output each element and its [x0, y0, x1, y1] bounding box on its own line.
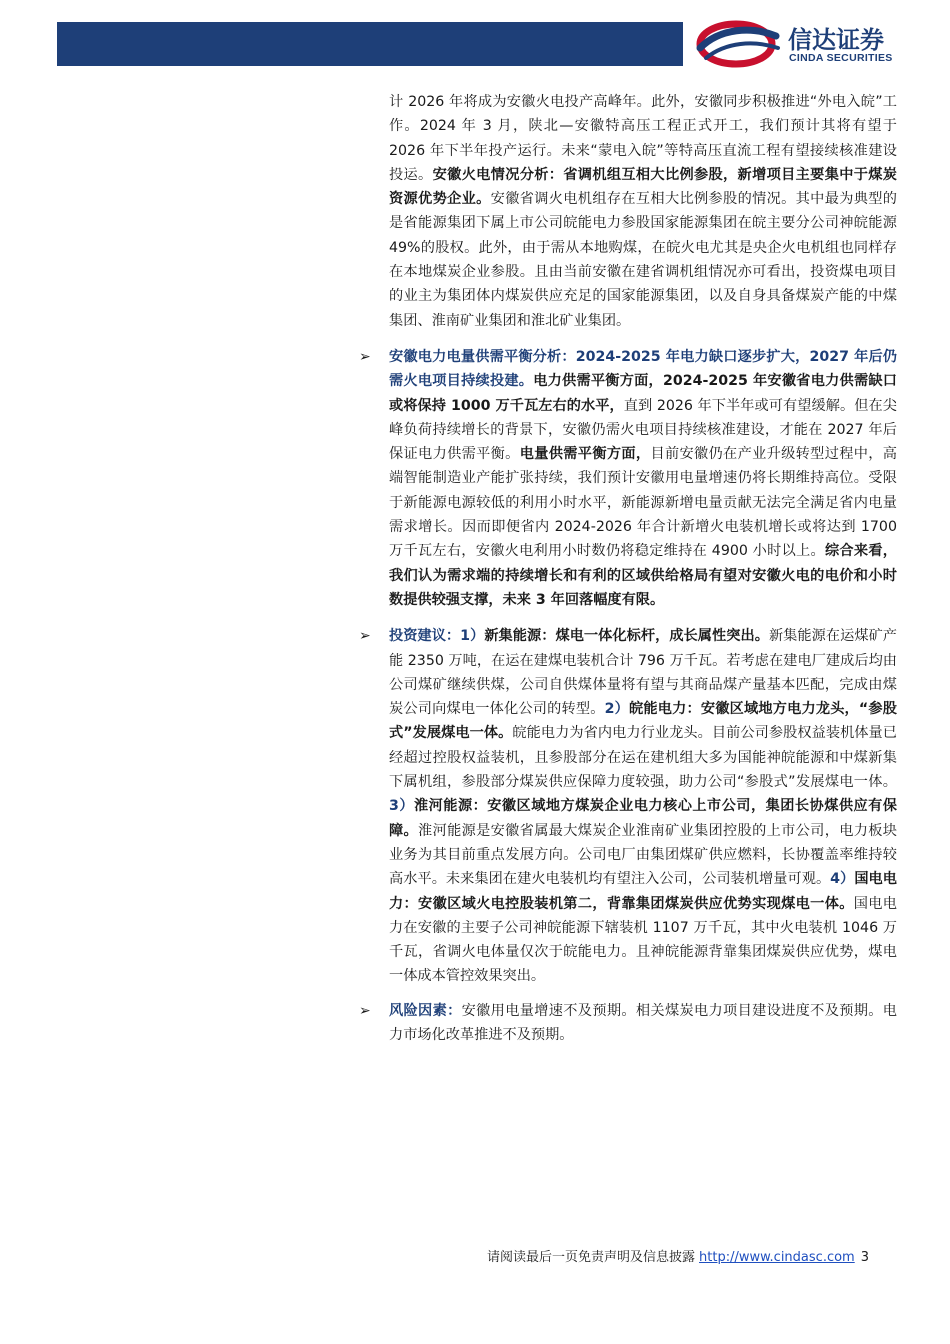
cinda-logo-mark-icon [696, 18, 786, 70]
page-footer [487, 1246, 869, 1265]
report-body [359, 90, 897, 1047]
text-run: 安徽用电量增速不及预期。相关煤炭电力项目建设进度不及预期。电力市场化改革推进不及预期。 [389, 1002, 897, 1043]
bold-run: 电量供需平衡方面， [519, 446, 651, 463]
bullet-arrow-icon: ➢ [359, 1002, 371, 1019]
bullet-arrow-icon: ➢ [359, 628, 371, 645]
disclaimer-text: 请阅读最后一页免责声明及信息披露 [487, 1250, 696, 1265]
paragraph-risk-factors [359, 999, 897, 1048]
text-run: 淮河能源是安徽省属最大煤炭企业淮南矿业集团控股的上市公司，电力板块业务为其目前重点发展方向。公司电厂由集团煤矿供应燃料，长协覆盖率维持较高水平。未来集团在建火电装机均有望注入公司，公司装机增量可观。 [389, 822, 897, 888]
website-link[interactable]: http://www.cindasc.com [699, 1250, 855, 1265]
bold-run: 淮河能源：安徽区域地方煤炭企业电力核心上市公司，集团长协煤供应有保障。 [389, 798, 897, 839]
paragraph-investment-advice [359, 624, 897, 988]
bold-run: 安徽火电情况分析：省调机组互相大比例参股，新增项目主要集中于煤炭资源优势企业。 [389, 166, 897, 208]
section-heading: 风险因素： [389, 1002, 462, 1019]
section-heading: 安徽电力电量供需平衡分析：2024-2025 年电力缺口逐步扩大，2027 年后仍需火电项目持续投建。 [389, 348, 897, 390]
logo-chinese-name: 信达证券 [788, 26, 884, 54]
bullet-arrow-icon: ➢ [359, 348, 371, 365]
header-banner [57, 22, 683, 66]
page-number: 3 [860, 1250, 869, 1265]
bold-run: 国电电力：安徽区域火电控股装机第二，背靠集团煤炭供应优势实现煤电一体。 [389, 871, 897, 912]
text-run: 皖能电力为省内电力行业龙头。目前公司参股权益装机体量已经超过控股权益装机，且参股部分在运在建机组大多为国能神皖能源和中煤新集下属机组，参股部分煤炭供应保障力度较强，助力公司“参股式”发展煤电一体。 [389, 725, 897, 791]
item-number: 3） [389, 798, 414, 815]
bold-run: 皖能电力：安徽区域地方电力龙头，“参股式”发展煤电一体。 [389, 701, 897, 742]
item-number: 2） [604, 701, 629, 718]
bold-run: 综合来看，我们认为需求端的持续增长和有利的区域供给格局有望对安徽火电的电价和小时数提供较强支撑，未来 3 年回落幅度有限。 [389, 543, 897, 608]
paragraph-anhui-thermal-power [389, 90, 897, 333]
bold-run: 电力供需平衡方面，2024-2025 年安徽省电力供需缺口或将保持 1000 万千瓦左右的水平， [389, 373, 897, 414]
text-run: 目前安徽仍在产业升级转型过程中，高端智能制造业产能扩张持续，我们预计安徽用电量增速仍将长期维持高位。受限于新能源电源较低的利用小时水平，新能源新增电量贡献无法完全满足省内电量需求增长。因而即便省内 2024-2026 年合计新增火电装机增长或将达到 1700 万千瓦左右，安徽火电利用小时数仍将稳定维持在 4900 小时以上。 [389, 446, 897, 560]
cinda-logo [696, 18, 926, 70]
text-run: 计 2026 年将成为安徽火电投产高峰年。此外，安徽同步积极推进“外电入皖”工作。2024 年 3 月，陕北—安徽特高压工程正式开工，我们预计其将有望于 2026 年下半年投产运行。未来“蒙电入皖”等特高压直流工程有望接续核准建设投运。 [389, 94, 897, 183]
item-number: 4） [830, 871, 855, 888]
section-heading: 投资建议：1） [389, 628, 485, 645]
paragraph-supply-demand [359, 345, 897, 612]
bold-run: 新集能源：煤电一体化标杆，成长属性突出。 [484, 628, 769, 645]
text-run: 直到 2026 年下半年或可有望缓解。但在尖峰负荷持续增长的背景下，安徽仍需火电项目持续核准建设，才能在 2027 年后保证电力供需平衡。 [389, 397, 897, 463]
logo-english-name: CINDA SECURITIES [789, 52, 893, 64]
text-run: 安徽省调火电机组存在互相大比例参股的情况。其中最为典型的是省能源集团下属上市公司皖能电力参股国家能源集团在皖主要分公司神皖能源 49%的股权。此外，由于需从本地购煤，在皖火电尤其是央企火电机组也同样存在本地煤炭企业参股。且由当前安徽在建省调机组情况亦可看出，投资煤电项目的业主为集团体内煤炭供应充足的国家能源集团，以及自身具备煤炭产能的中煤集团、淮南矿业集团和淮北矿业集团。 [389, 191, 897, 329]
text-run: 国电电力在安徽的主要子公司神皖能源下辖装机 1107 万千瓦，其中火电装机 1046 万千瓦，省调火电体量仅次于皖能电力。且神皖能源背靠集团煤炭供应优势，煤电一体成本管控效果突出。 [389, 895, 897, 985]
text-run: 新集能源在运煤矿产能 2350 万吨，在运在建煤电装机合计 796 万千瓦。若考虑在建电厂建成后均由公司煤矿继续供煤，公司自供煤体量将有望与其商品煤产量基本匹配，完成由煤炭公司向煤电一体化公司的转型。 [389, 628, 897, 718]
